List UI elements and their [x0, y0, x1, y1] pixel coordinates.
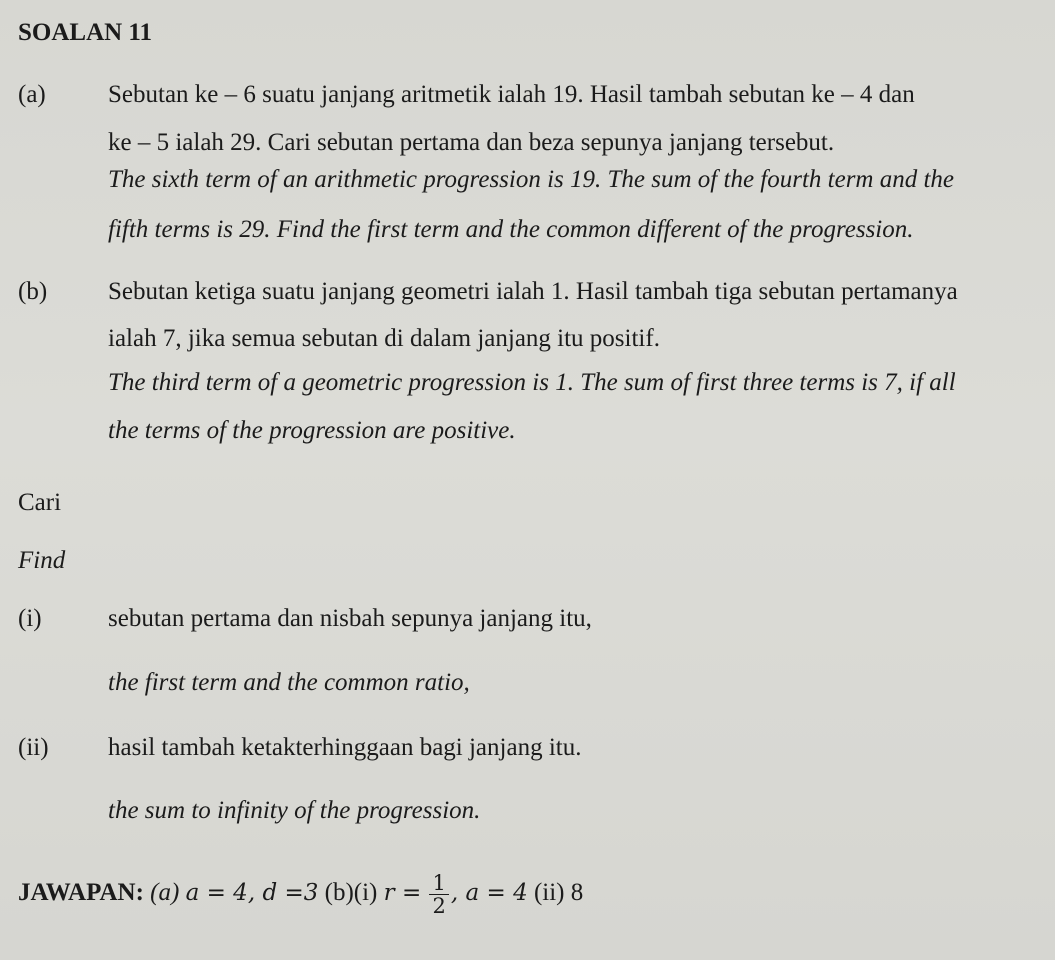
question-title: SOALAN 11 — [18, 19, 153, 46]
answer-bii-value: 8 — [570, 879, 584, 907]
sub-ii-english: the sum to infinity of the progression. — [108, 797, 481, 824]
part-a-label: (a) — [18, 81, 46, 108]
answer-bi-label: (b)(i) — [324, 879, 378, 907]
answer-r-prefix: r = — [383, 880, 422, 907]
part-a-malay-line-2: ke – 5 ialah 29. Cari sebutan pertama dan beza sepunya janjang tersebut. — [108, 129, 835, 156]
answer-r-fraction — [429, 872, 448, 917]
part-a-english-line-2: fifth terms is 29. Find the first term and the common different of the progression. — [108, 216, 914, 243]
find-english: Find — [18, 547, 66, 574]
answer-bii-label: (ii) — [533, 879, 565, 907]
sub-ii-malay: hasil tambah ketakterhinggaan bagi janjang itu. — [108, 734, 582, 761]
part-b-english-line-2: the terms of the progression are positive. — [108, 417, 516, 444]
answer-label: JAWAPAN: — [18, 879, 144, 907]
answer-r-numerator: 1 — [429, 872, 448, 895]
part-b-malay-line-1: Sebutan ketiga suatu janjang geometri ialah 1. Hasil tambah tiga sebutan pertamanya — [108, 278, 958, 305]
part-a-malay-line-1: Sebutan ke – 6 suatu janjang aritmetik ialah 19. Hasil tambah sebutan ke – 4 dan — [108, 81, 915, 108]
sub-i-label: (i) — [18, 605, 42, 632]
part-b-english-line-1: The third term of a geometric progression is 1. The sum of first three terms is 7, if all — [108, 369, 956, 396]
part-a-english-line-1: The sixth term of an arithmetic progression is 19. The sum of the fourth term and the — [108, 166, 955, 193]
part-b-label: (b) — [18, 278, 48, 305]
answer-a-value: a = 4, d =3 — [185, 880, 319, 907]
find-malay: Cari — [18, 489, 62, 516]
part-b-malay-line-2: ialah 7, jika semua sebutan di dalam janjang itu positif. — [108, 325, 660, 352]
sub-i-malay: sebutan pertama dan nisbah sepunya janjang itu, — [108, 605, 592, 632]
sub-ii-label: (ii) — [18, 734, 49, 761]
answer-r-denominator: 2 — [432, 894, 446, 918]
answer-a-label: (a) — [150, 879, 180, 907]
sub-i-english: the first term and the common ratio, — [108, 669, 470, 696]
answer-bi-rest: , a = 4 — [450, 880, 528, 907]
answer-line — [18, 872, 583, 917]
